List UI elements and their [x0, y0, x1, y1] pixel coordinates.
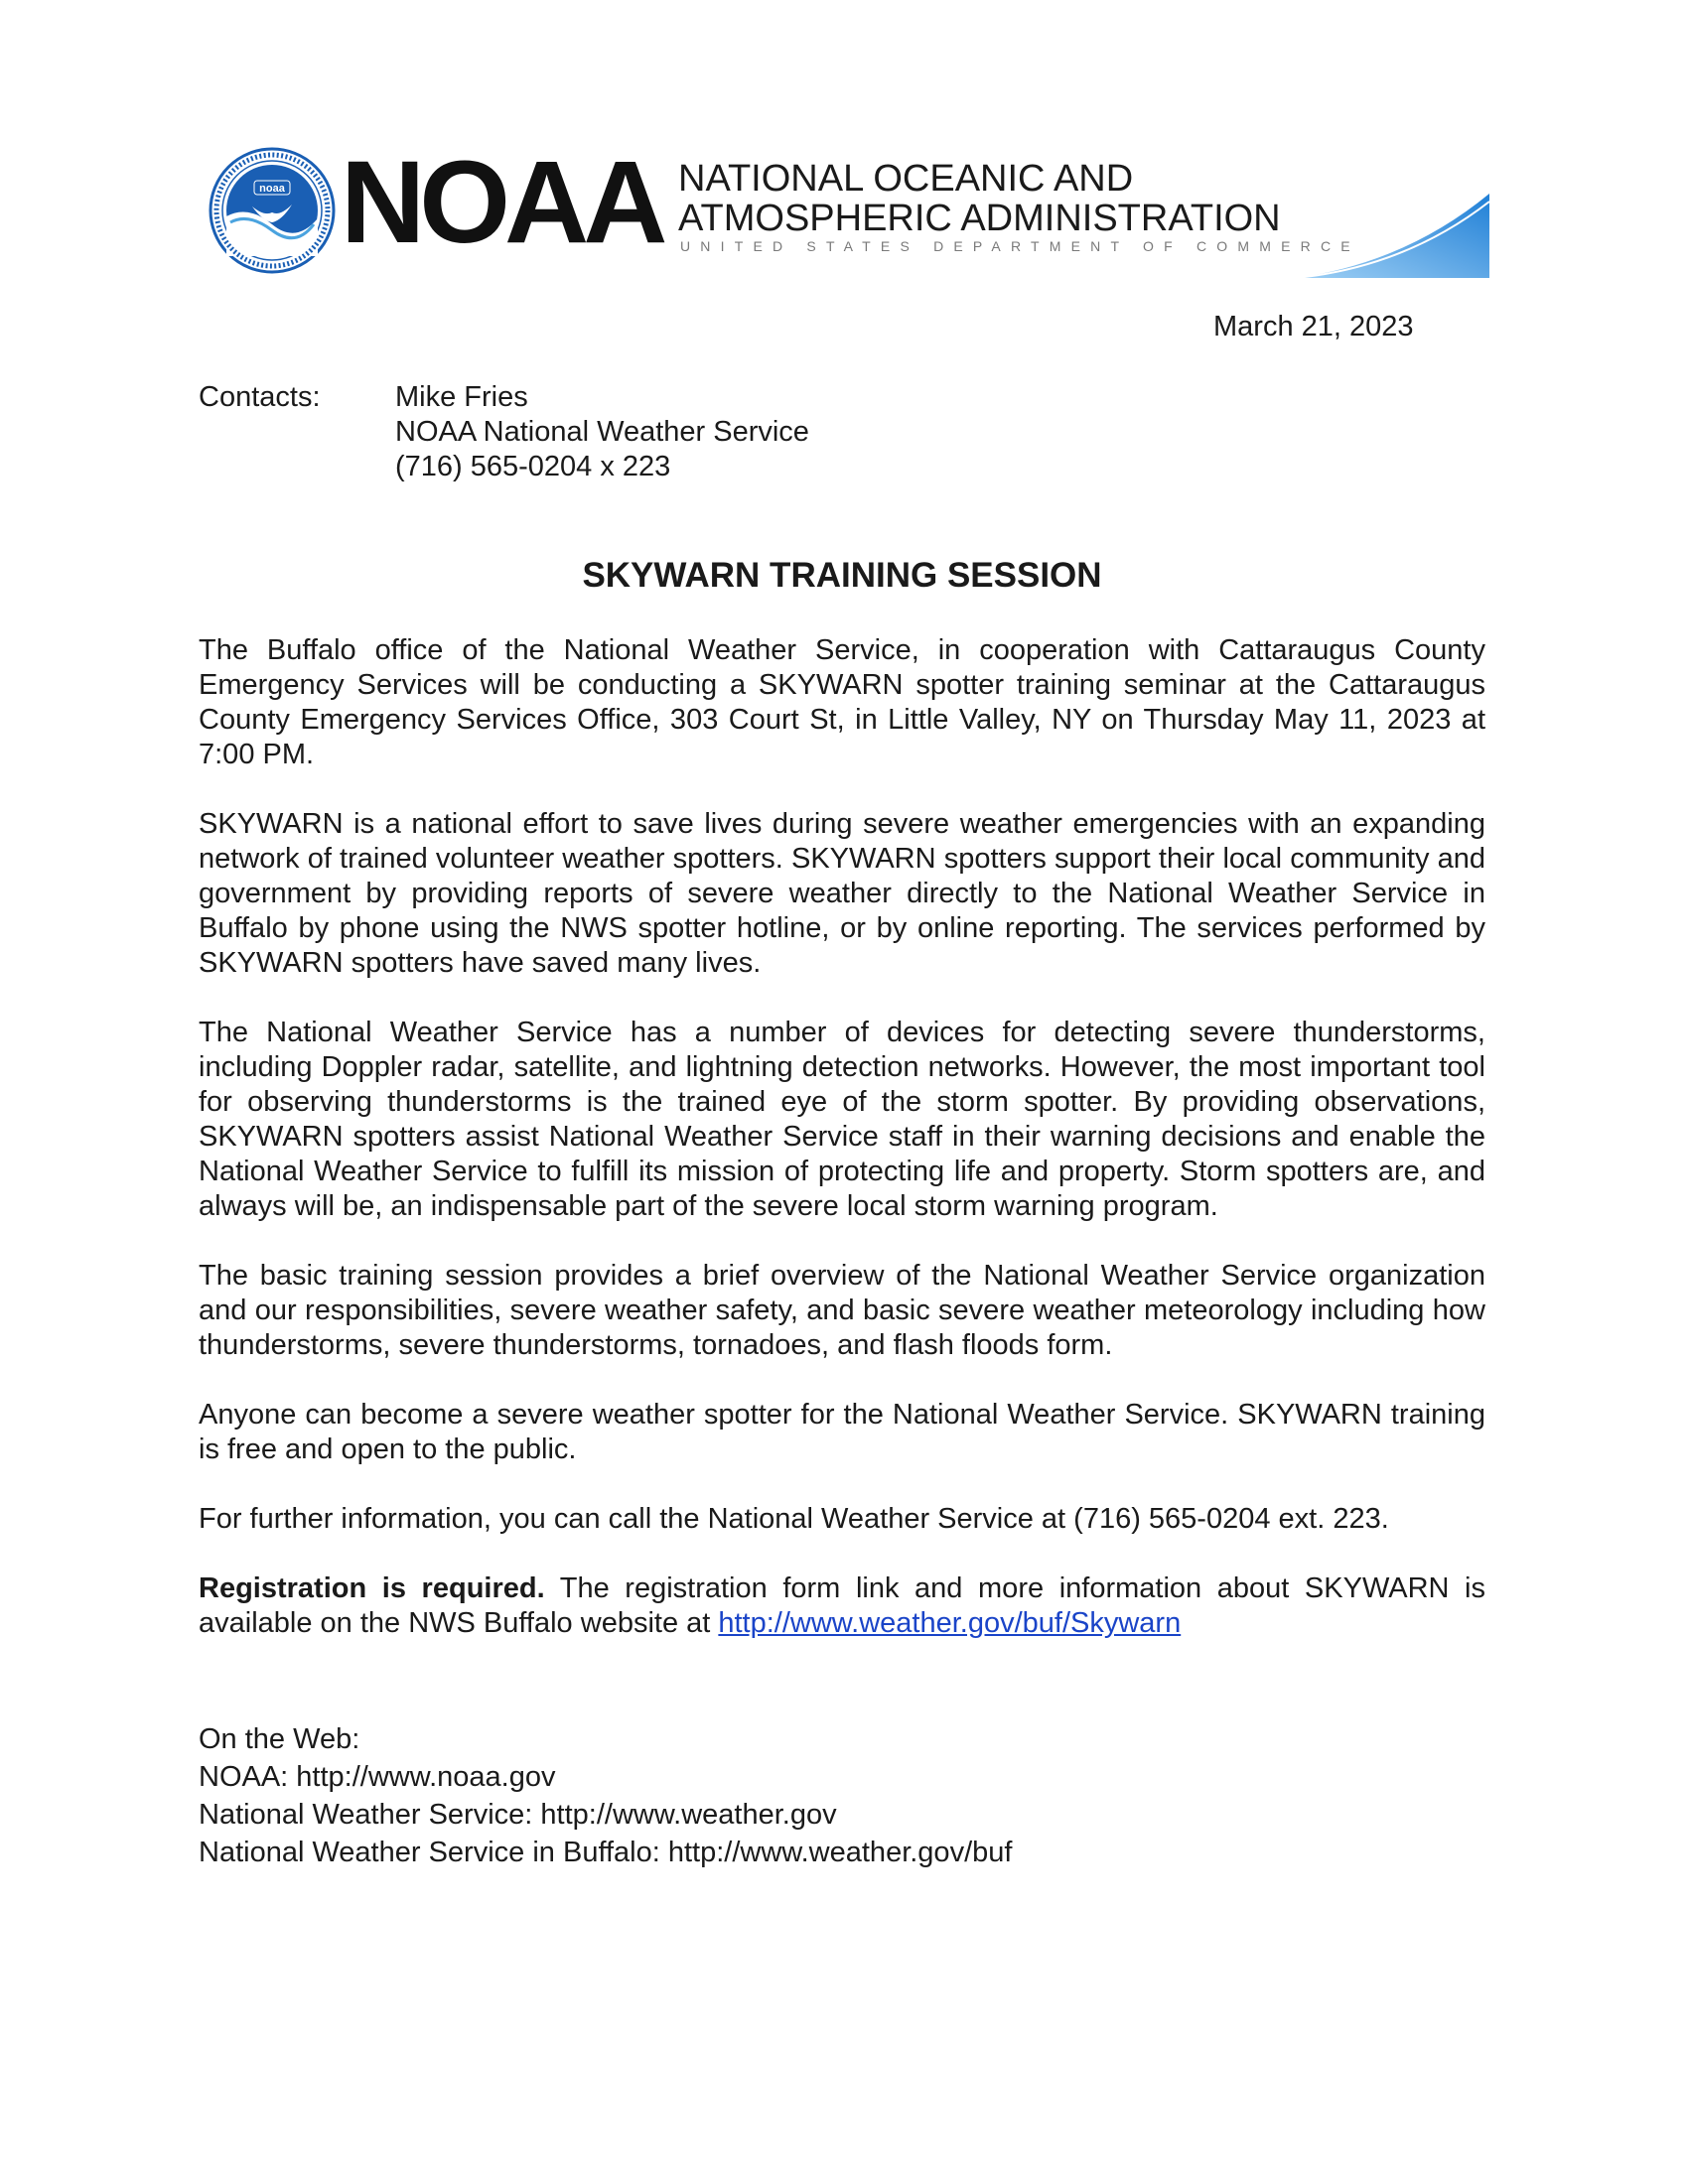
agency-name-line2: ATMOSPHERIC ADMINISTRATION	[678, 198, 1281, 239]
agency-name-line1: NATIONAL OCEANIC AND	[678, 158, 1134, 200]
paragraph-anyone-can-join: Anyone can become a severe weather spotter for the National Weather Service. SKYWARN training is free and open to the public.	[199, 1399, 1485, 1465]
paragraph-detection: The National Weather Service has a number of devices for detecting severe thunderstorms, including Doppler radar, satellite, and lightning detection networks. However, the most important tool for observing thunderstorms is the trained eye of the storm spotter. By providing observations, SKYWARN spotters assist National Weather Service staff in their warning decisions and enable the National Weather Service to fulfill its mission of protecting life and property. Storm spotters are, and always will be, an indispensable part of the severe local storm warning program.	[199, 1017, 1485, 1222]
web-links-block	[199, 1720, 1012, 1871]
paragraph-registration	[199, 1571, 1485, 1641]
department-name: UNITED STATES DEPARTMENT OF COMMERCE	[680, 238, 1360, 254]
web-link-nws-buffalo: National Weather Service in Buffalo: http://www.weather.gov/buf	[199, 1837, 1013, 1868]
contact-name: Mike Fries	[395, 381, 528, 413]
registration-required-label: Registration is required.	[199, 1572, 545, 1604]
contact-organization: NOAA National Weather Service	[395, 416, 809, 448]
contacts-block	[395, 380, 809, 484]
web-link-nws: National Weather Service: http://www.weather.gov	[199, 1799, 837, 1831]
paragraph-training-overview: The basic training session provides a brief overview of the National Weather Service organization and our responsibilities, severe weather safety, and basic severe weather meteorology including how thunderstorms, severe thunderstorms, tornadoes, and flash floods form.	[199, 1260, 1485, 1361]
letterhead	[204, 139, 1484, 288]
agency-name	[678, 159, 1281, 238]
contact-phone: (716) 565-0204 x 223	[395, 451, 671, 482]
paragraph-skywarn-effort: SKYWARN is a national effort to save lives during severe weather emergencies with an expanding network of trained volunteer weather spotters. SKYWARN spotters support their local community and government by providing reports of severe weather directly to the National Weather Service in Buffalo by phone using the NWS spotter hotline, or by online reporting. The services performed by SKYWARN spotters have saved many lives.	[199, 808, 1485, 979]
svg-text:noaa: noaa	[259, 183, 285, 195]
web-link-noaa: NOAA: http://www.noaa.gov	[199, 1761, 556, 1793]
contacts-label: Contacts:	[199, 381, 321, 413]
noaa-seal-icon	[209, 147, 336, 274]
release-date: March 21, 2023	[1213, 311, 1414, 342]
document-title: SKYWARN TRAINING SESSION	[582, 556, 1102, 595]
web-links-heading: On the Web:	[199, 1723, 360, 1755]
noaa-logo-word: NOAA	[341, 137, 662, 268]
letterhead-swoosh-graphic	[1296, 194, 1489, 278]
paragraph-intro: The Buffalo office of the National Weather Service, in cooperation with Cattaraugus County Emergency Services will be conducting a SKYWARN spotter training seminar at the Cattaraugus County Emergency Services Office, 303 Court St, in Little Valley, NY on Thursday May 11, 2023 at 7:00 PM.	[199, 634, 1485, 770]
registration-text: The registration form link and more information about SKYWARN is available on the NWS Buffalo website at	[199, 1572, 1486, 1639]
paragraph-further-info: For further information, you can call the National Weather Service at (716) 565-0204 ext. 223.	[199, 1503, 1389, 1535]
skywarn-website-link[interactable]: http://www.weather.gov/buf/Skywarn	[718, 1607, 1182, 1639]
